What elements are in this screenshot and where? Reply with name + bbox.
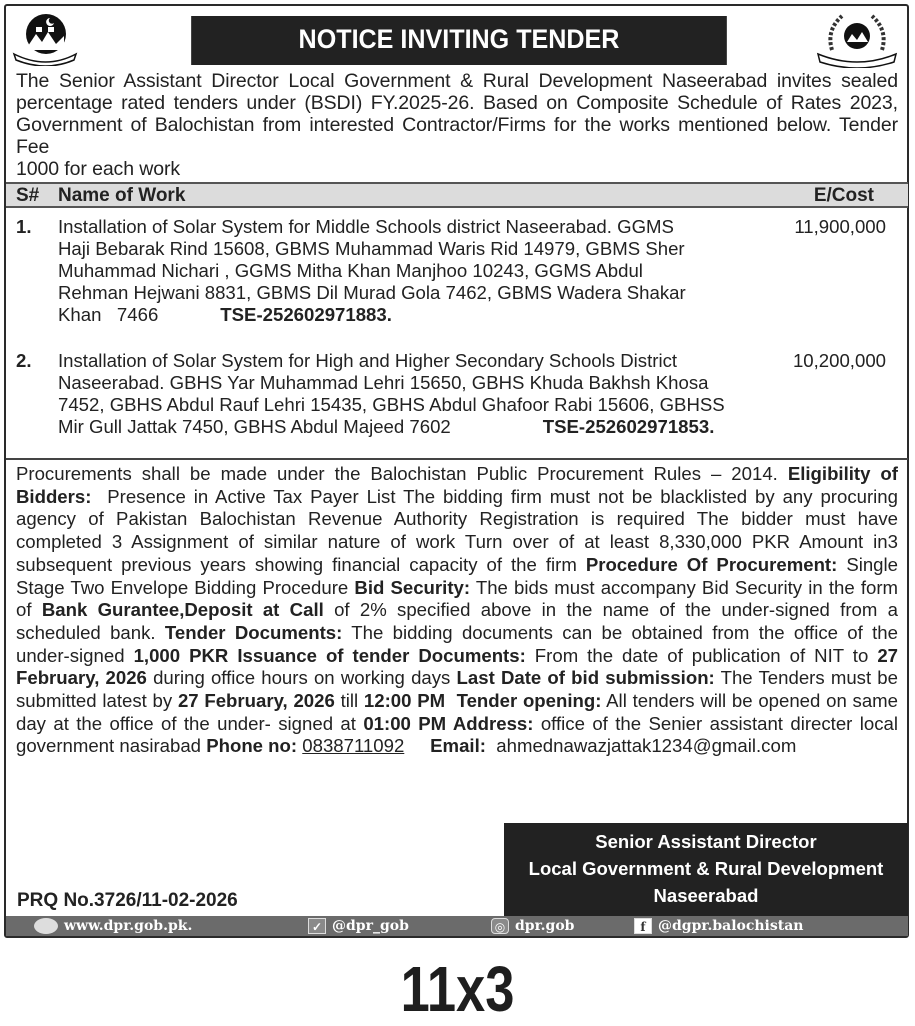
row-number: 1.: [16, 216, 32, 237]
email-label: Email:: [430, 735, 486, 757]
footer-bar: [6, 916, 908, 936]
text: All tenders will be opened on same: [606, 690, 898, 712]
bid-security-label: Bid Security:: [354, 576, 471, 598]
work-line-last: [58, 416, 718, 438]
signature-title: Senior Assistant Director: [595, 831, 817, 852]
work-line: Installation of Solar System for High and Higher Secondary Schools District: [58, 350, 678, 371]
text: Single: [846, 553, 898, 575]
date-text: February, 2026: [16, 667, 147, 689]
text: From the date of publication of NIT to: [534, 644, 869, 666]
section-divider: [6, 458, 908, 460]
bidders-label: Bidders:: [16, 485, 92, 507]
text: subsequent previous years showing financial capacity of the firm: [16, 553, 577, 575]
deadline-time: 12:00 PM: [363, 690, 446, 712]
tender-documents-label: Tender Documents:: [164, 621, 343, 643]
website-link[interactable]: www.dpr.gob.pk.: [64, 918, 193, 934]
twitter-handle[interactable]: @dpr_gob: [332, 918, 409, 934]
work-line: Mir Gull Jattak 7450, GBHS Abdul Majeed 7602: [58, 416, 451, 437]
intro-line: The Senior Assistant Director Local Government & Rural Development Naseerabad invites sealed: [16, 70, 898, 92]
work-description: [58, 350, 725, 438]
tender-opening-label: Tender opening:: [456, 690, 602, 712]
phone-label: Phone no:: [206, 735, 298, 757]
text: The bids must accompany Bid Security in the form: [475, 576, 899, 598]
work-line: Muhammad Nichari , GGMS Mitha Khan Manjhoo 10243, GGMS Abdul: [58, 260, 643, 281]
tse-number: TSE-252602971853.: [542, 416, 715, 437]
work-line-last: [58, 304, 718, 326]
text: Stage Two Envelope Bidding Procedure: [16, 576, 349, 598]
globe-icon: [34, 918, 58, 934]
column-header-cost: E/Cost: [813, 185, 874, 206]
work-line: Installation of Solar System for Middle Schools district Naseerabad. GGMS: [58, 216, 674, 237]
conditions-line: [16, 463, 898, 486]
conditions-line: [16, 554, 898, 577]
text: government nasirabad: [16, 735, 202, 757]
twitter-icon: ✓: [308, 918, 326, 934]
page-title: NOTICE INVITING TENDER: [191, 16, 727, 65]
instagram-icon: ◎: [491, 918, 509, 934]
deadline-date: 27 February, 2026: [177, 690, 335, 712]
tse-number: TSE-252602971883.: [220, 304, 392, 325]
conditions-line: [16, 713, 898, 736]
procedure-label: Procedure Of Procurement:: [585, 553, 838, 575]
footer-facebook[interactable]: [634, 916, 803, 936]
text: till: [340, 690, 359, 712]
text: under-signed: [16, 644, 125, 666]
footer-twitter[interactable]: [308, 916, 409, 936]
ad-size-label: 11x3: [400, 953, 515, 1025]
bank-guarantee-label: Bank Gurantee,Deposit at Call: [41, 599, 324, 621]
table-header: [6, 182, 908, 208]
facebook-icon: f: [634, 918, 652, 934]
intro-line: 1000 for each work: [16, 158, 181, 180]
text: Procurements shall be made under the Balochistan Public Procurement Rules – 2014.: [16, 463, 778, 484]
text: office of the Senier assistant directer local: [540, 712, 898, 734]
conditions-line: [16, 486, 898, 509]
conditions-line: [16, 690, 898, 713]
eligibility-label: Eligibility of: [787, 463, 898, 484]
conditions-line: [16, 622, 898, 645]
row-number: 2.: [16, 350, 32, 371]
email-link[interactable]: ahmednawazjattak1234@gmail.com: [496, 735, 797, 757]
footer-website[interactable]: [34, 916, 192, 936]
instagram-handle[interactable]: dpr.gob: [515, 918, 575, 934]
text: of 2% specified above in the name of the under-signed from a: [334, 599, 898, 621]
work-line: Khan 7466: [58, 304, 159, 325]
work-line: Haji Bebarak Rind 15608, GBMS Muhammad Waris Rid 14979, GBMS Sher: [58, 238, 685, 259]
estimated-cost: 11,900,000: [794, 216, 886, 237]
intro-paragraph: [16, 70, 898, 180]
conditions-line: [16, 577, 898, 600]
column-header-name: Name of Work: [58, 185, 186, 206]
text: Presence in Active Tax Payer List The bidding firm must not be blacklisted by any procuring: [107, 485, 898, 507]
conditions-line: [16, 667, 898, 690]
text: submitted latest by: [16, 690, 173, 712]
intro-line: percentage rated tenders under (BSDI) FY.2025-26. Based on Composite Schedule of Rates 2023,: [16, 92, 898, 114]
work-line: 7452, GBHS Abdul Rauf Lehri 15435, GBHS Abdul Ghafoor Rabi 15606, GBHSS: [58, 394, 725, 415]
work-line: Rehman Hejwani 8831, GBMS Dil Murad Gola 7462, GBMS Wadera Shakar: [58, 282, 686, 303]
balochistan-seal-icon: [812, 10, 902, 68]
text: scheduled bank.: [16, 621, 156, 643]
facebook-handle[interactable]: @dgpr.balochistan: [658, 918, 804, 934]
signature-block: [504, 823, 908, 918]
text: during office hours on working days: [153, 667, 451, 689]
column-header-sn: S#: [16, 185, 40, 206]
work-description: [58, 216, 718, 326]
opening-time-address-label: 01:00 PM Address:: [363, 712, 534, 734]
text: of: [16, 599, 32, 621]
issuance-label: 1,000 PKR Issuance of tender Documents:: [133, 644, 526, 666]
conditions-line: [16, 645, 898, 668]
estimated-cost: 10,200,000: [792, 350, 886, 371]
last-date-label: Last Date of bid submission:: [456, 667, 715, 689]
text: day at the office of the under- signed at: [16, 712, 356, 734]
conditions-line: [16, 599, 898, 622]
conditions-line: [16, 735, 898, 758]
footer-instagram[interactable]: [491, 916, 574, 936]
date-day: 27: [877, 644, 898, 666]
text: The Tenders must be: [720, 667, 898, 689]
text: The bidding documents can be obtained from the office of the: [351, 621, 898, 643]
conditions-line: completed 3 Assignment of similar nature of work Turn over of at least 8,330,000 PKR Amount in3: [16, 531, 898, 553]
balochistan-emblem-icon: [10, 10, 78, 66]
signature-department: Local Government & Rural Development: [528, 858, 884, 879]
conditions-paragraph: [16, 463, 898, 758]
prq-number: PRQ No.3726/11-02-2026: [17, 890, 238, 911]
signature-location: Naseerabad: [653, 885, 759, 906]
intro-line: Government of Balochistan from interested Contractor/Firms for the works mentioned below. Tender Fee: [16, 114, 898, 158]
phone-link[interactable]: 0838711092: [302, 735, 405, 757]
conditions-line: agency of Pakistan Balochistan Revenue Authority Registration is required The bidder must have: [16, 508, 898, 530]
work-line: Naseerabad. GBHS Yar Muhammad Lehri 15650, GBHS Khuda Bakhsh Khosa: [58, 372, 709, 393]
